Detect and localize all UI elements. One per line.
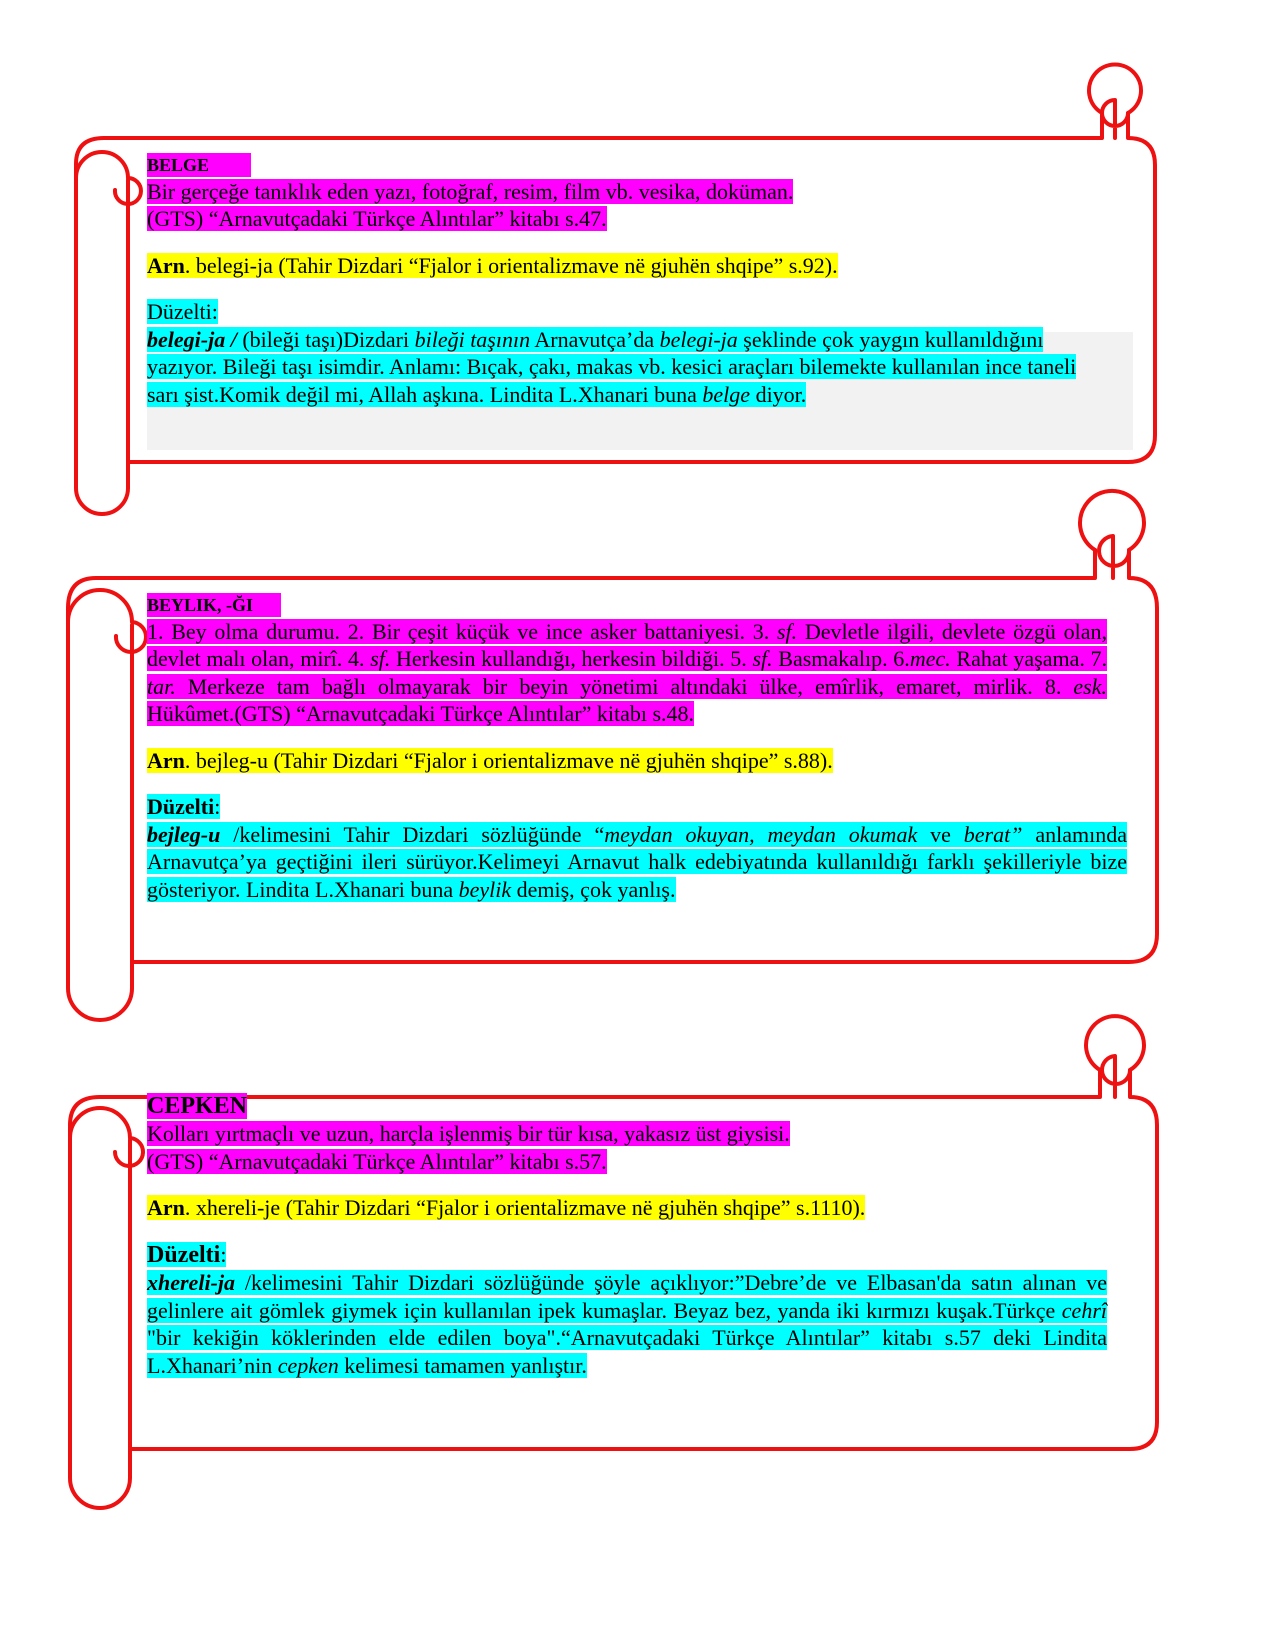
duzelti-label: Düzelti [147,1241,221,1268]
arn-label: Arn [147,252,185,278]
correction-text: belegi-ja / (bileği taşı)Dizdari bileği taşının Arnavutça’da belegi-ja şeklinde çok yaygın kullanıldığını yazıyor. Bileği taşı isimdir. Anlamı: Bıçak, çakı, makas vb. kesici araçları bilemekte kullanılan ince taneli sarı şist.Komik değil mi, Allah aşkına. Lindita L.Xhanari buna belge diyor. [147,326,1077,407]
source-note: (GTS) “Arnavutçadaki Türkçe Alıntılar” kitabı s.47. [147,206,607,231]
entry-cepken: CEPKEN Kolları yırtmaçlı ve uzun, harçla işlenmiş bir tür kısa, yakasız üst giysisi. (GTS) “Arnavutçadaki Türkçe Alıntılar” kitabı s.57. Arn. xhereli-je (Tahir Dizdari “Fjalor i orientalizmave në gjuhën shqipe” s.1110). Düzelti: xhereli-ja /kelimesini Tahir Dizdari sözlüğünde şöyle açıklıyor:”Debre’de ve Elbasan'da satın alınan ve gelinlere ait gömlek giymek için kullanılan ipek kumaşlar. Beyaz bez, yanda iki kırmızı kuşak.Türkçe cehrî "bir kekiğin köklerinden elde edilen boya".“Arnavutçadaki Türkçe Alıntılar” kitabı s.57 deki Lindita L.Xhanari’nin cepken kelimesi tamamen yanlıştır. [147,1093,1107,1378]
headword: CEPKEN [147,1093,248,1119]
arn-label: Arn [147,747,185,773]
entry-beylik: BEYLIK, -ĞI 1. Bey olma durumu. 2. Bir çeşit küçük ve ince asker battaniyesi. 3. sf. Devletle ilgili, devlete özgü olan, devlet malı olan, mirî. 4. sf. Herkesin kullandığı, herkesin bildiği. 5. sf. Basmakalıp. 6.mec. Rahat yaşama. 7. tar. Merkeze tam bağlı olmayarak bir beyin yönetimi altındaki ülke, emîrlik, emaret, mirlik. 8. esk. Hükûmet.(GTS) “Arnavutçadaki Türkçe Alıntılar” kitabı s.48. Arn. bejleg-u (Tahir Dizdari “Fjalor i orientalizmave në gjuhën shqipe” s.88). Düzelti: bejleg-u /kelimesini Tahir Dizdari sözlüğünde “meydan okuyan, meydan okumak ve berat” anlamında Arnavutça’ya geçtiğini ileri sürüyor.Kelimeyi Arnavut halk edebiyatında kullanıldığı farklı şekilleriyle bize gösteriyor. Lindita L.Xhanari buna beylik demiş, çok yanlış. [147,595,1127,902]
correction-text: xhereli-ja /kelimesini Tahir Dizdari sözlüğünde şöyle açıklıyor:”Debre’de ve Elbasan'da satın alınan ve gelinlere ait gömlek giymek için kullanılan ipek kumaşlar. Beyaz bez, yanda iki kırmızı kuşak.Türkçe cehrî "bir kekiğin köklerinden elde edilen boya".“Arnavutçadaki Türkçe Alıntılar” kitabı s.57 deki Lindita L.Xhanari’nin cepken kelimesi tamamen yanlıştır. [147,1270,1107,1378]
arn-label: Arn [147,1195,185,1220]
headword: BEYLIK, -ĞI [147,593,281,617]
arn-text: . bejleg-u (Tahir Dizdari “Fjalor i orientalizmave në gjuhën shqipe” s.88). [184,747,833,773]
arn-text: . belegi-ja (Tahir Dizdari “Fjalor i orientalizmave në gjuhën shqipe” s.92). [184,252,838,278]
arn-text: . xhereli-je (Tahir Dizdari “Fjalor i orientalizmave në gjuhën shqipe” s.1110). [184,1195,866,1220]
headword: BELGE [147,153,251,177]
correction-text: bejleg-u /kelimesini Tahir Dizdari sözlüğünde “meydan okuyan, meydan okumak ve berat” anlamında Arnavutça’ya geçtiğini ileri sürüyor.Kelimeyi Arnavut halk edebiyatında kullanıldığı farklı şekilleriyle bize gösteriyor. Lindita L.Xhanari buna beylik demiş, çok yanlış. [147,821,1127,902]
duzelti-label: Düzelti [147,794,215,819]
definition: 1. Bey olma durumu. 2. Bir çeşit küçük ve ince asker battaniyesi. 3. sf. Devletle ilgili, devlete özgü olan, devlet malı olan, mirî. 4. sf. Herkesin kullandığı, herkesin bildiği. 5. sf. Basmakalıp. 6.mec. Rahat yaşama. 7. tar. Merkeze tam bağlı olmayarak bir beyin yönetimi altındaki ülke, emîrlik, emaret, mirlik. 8. esk. Hükûmet.(GTS) “Arnavutçadaki Türkçe Alıntılar” kitabı s.48. [147,618,1108,726]
source-note: (GTS) “Arnavutçadaki Türkçe Alıntılar” kitabı s.57. [147,1148,607,1174]
entry-belge [147,150,1107,408]
definition: Kolları yırtmaçlı ve uzun, harçla işlenmiş bir tür kısa, yakasız üst giysisi. [147,1121,790,1146]
duzelti-label: Düzelti: [147,299,218,324]
definition: Bir gerçeğe tanıklık eden yazı, fotoğraf, resim, film vb. vesika, doküman. [147,178,794,204]
